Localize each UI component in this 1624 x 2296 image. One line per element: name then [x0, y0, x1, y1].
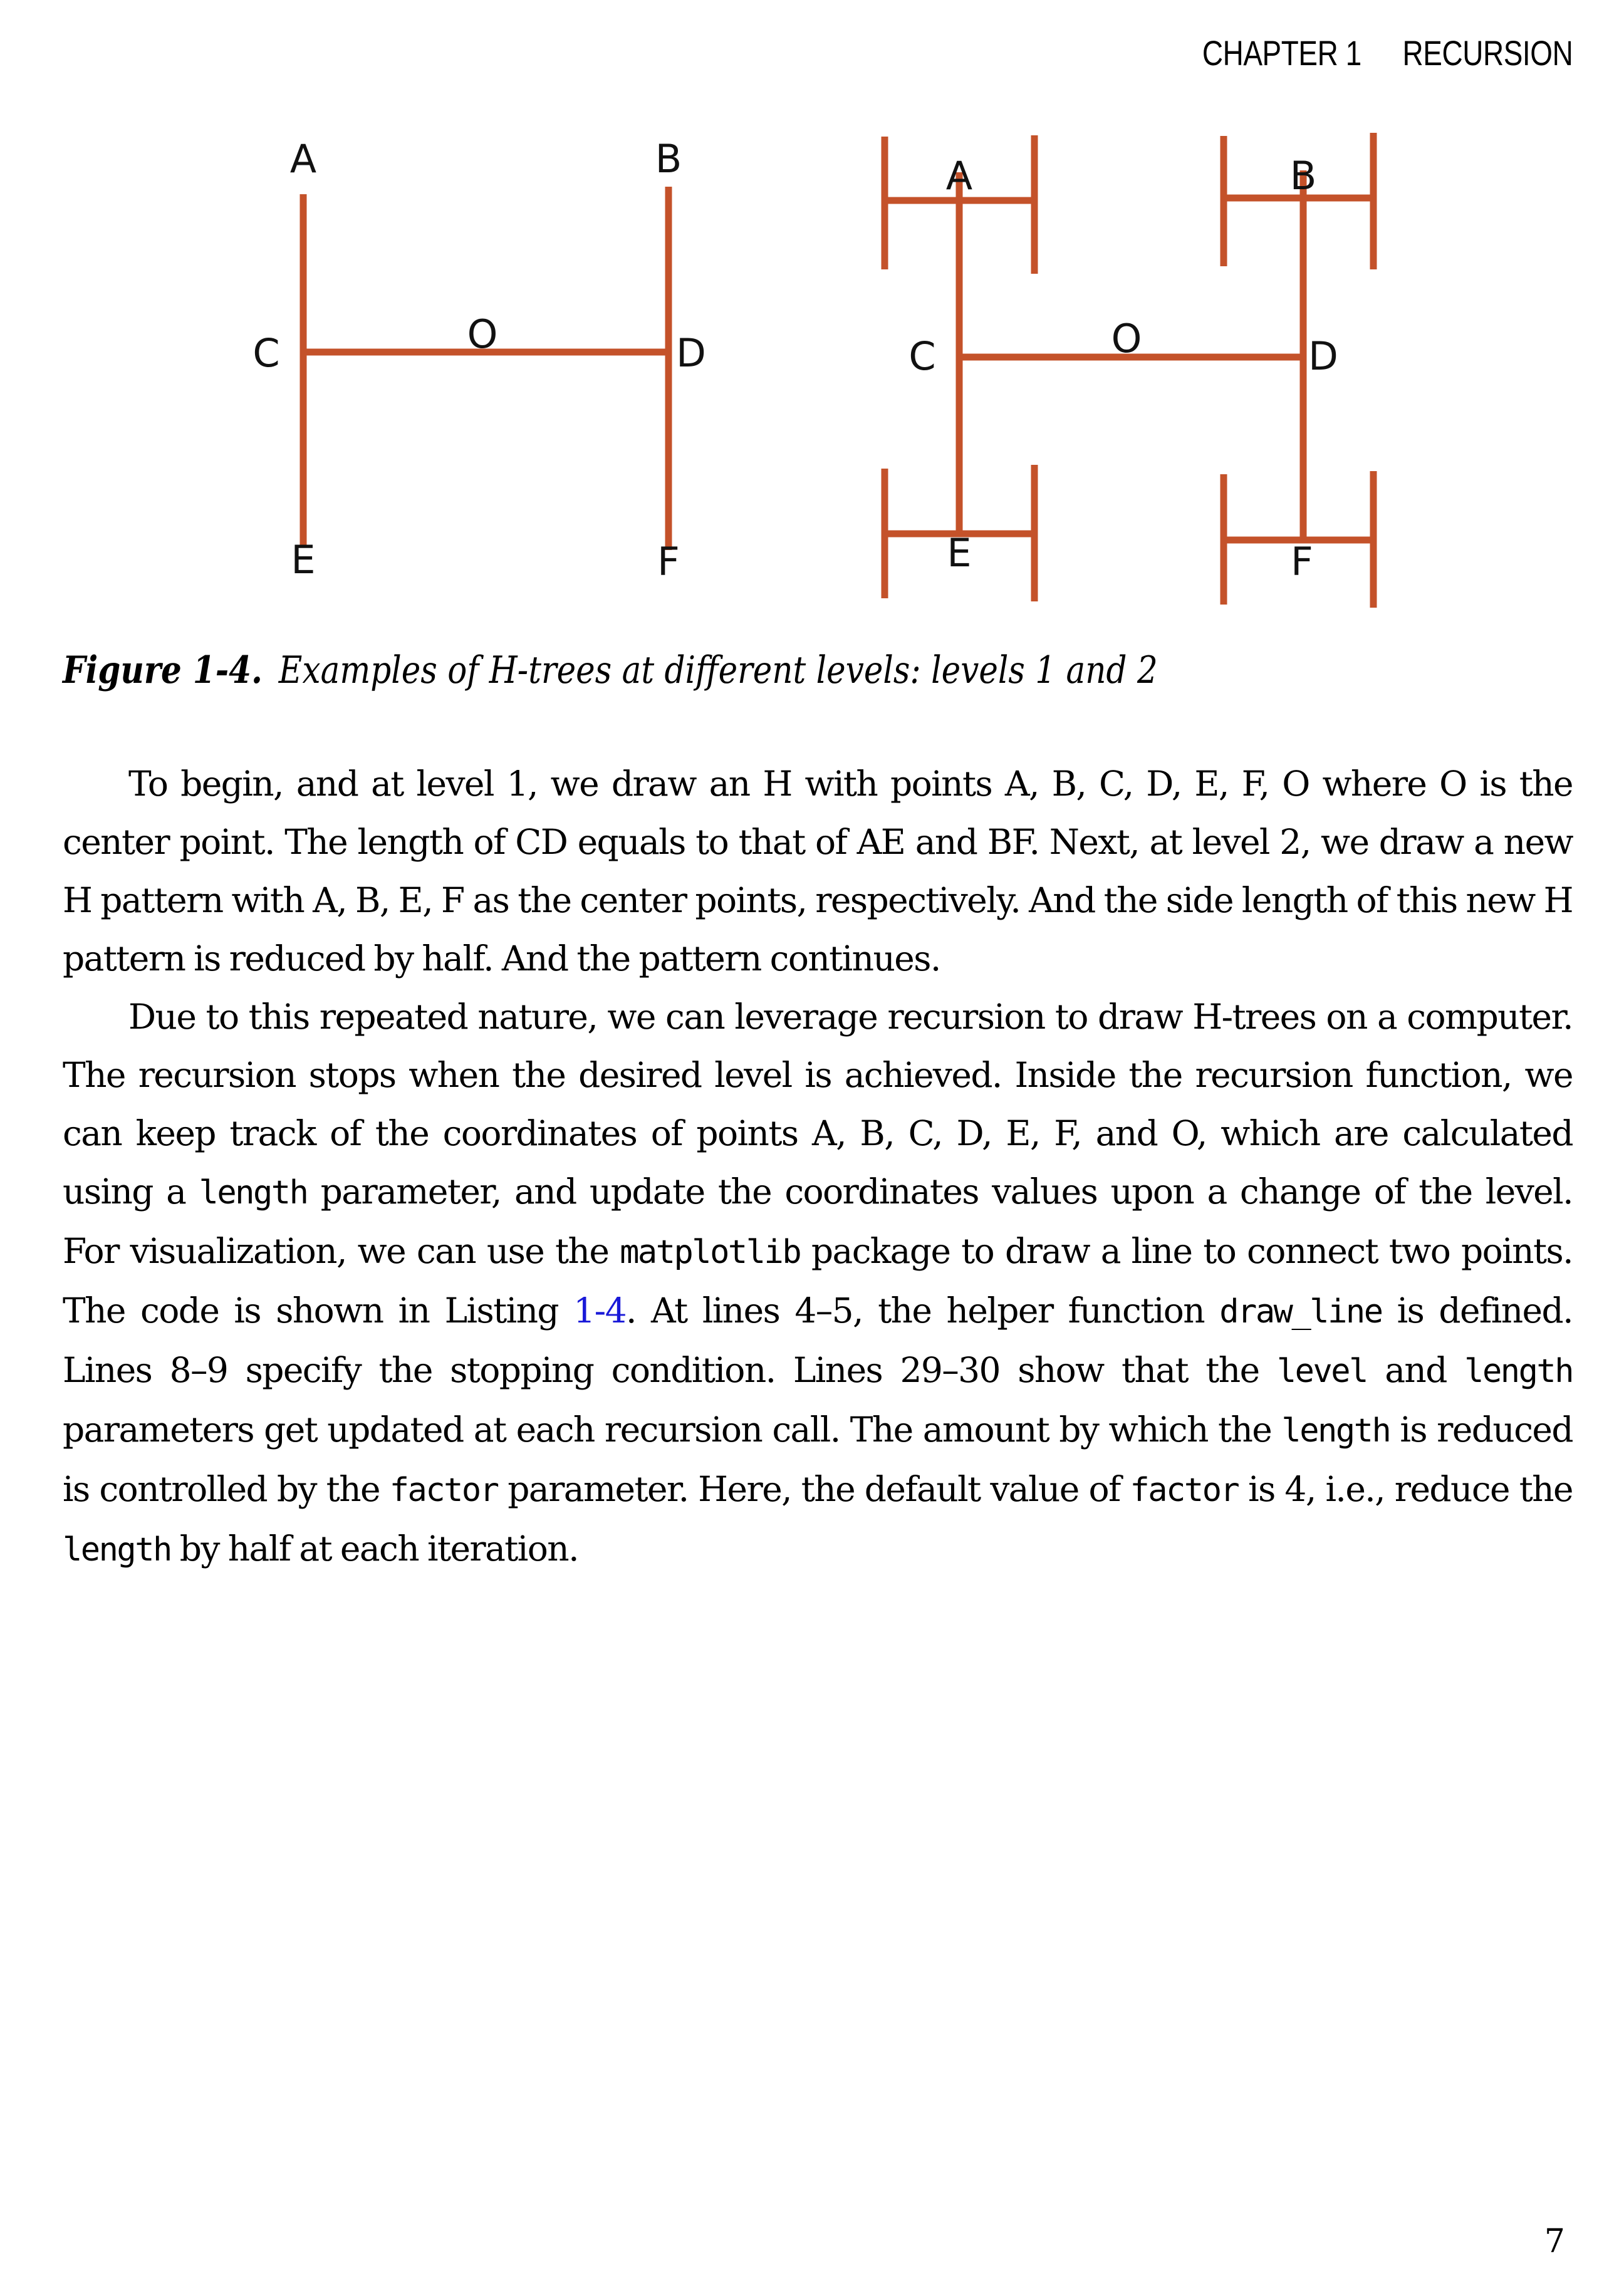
- running-head-title: RECURSION: [1402, 33, 1573, 73]
- point-label-o: O: [467, 311, 498, 357]
- text-run: by half at each iteration.: [170, 1529, 578, 1569]
- listing-link[interactable]: 1-4: [573, 1291, 626, 1331]
- figure-h-trees: [0, 0, 1624, 626]
- h-tree-level-2: [885, 133, 1373, 608]
- point-label-f: F: [1291, 539, 1313, 584]
- paragraph: [63, 988, 1573, 1579]
- point-label-d: D: [1308, 333, 1338, 379]
- text-run: To begin, and at level 1, we draw an H with points A, B, C, D, E, F, O where O is the center point. The length of CD equals to that of AE and BF. Next, at level 2, we draw a new H pattern with A, B, E, F as the center points, respectively. And the side length of this new H pattern is reduced by half. And the pattern continues.: [63, 764, 1573, 979]
- inline-code: length: [63, 1531, 171, 1569]
- point-label-a: A: [289, 136, 317, 182]
- inline-code: draw_line: [1219, 1293, 1382, 1331]
- point-label-o: O: [1111, 316, 1142, 361]
- figure-caption-label: Figure 1-4.: [63, 648, 263, 692]
- paragraph: [63, 755, 1573, 988]
- figure-caption-text: Examples of H-trees at different levels: levels 1 and 2: [278, 648, 1158, 692]
- text-run: and: [1366, 1350, 1465, 1390]
- inline-code: length: [1464, 1353, 1573, 1390]
- point-label-c: C: [252, 330, 280, 376]
- inline-code: length: [1281, 1412, 1390, 1450]
- text-run: . At lines 4–5, the helper function: [625, 1291, 1220, 1331]
- inline-code: matplotlib: [620, 1234, 801, 1271]
- text-run: is defined. Lines 8–9 specify the stopping condition. Lines 29–30 show that the: [63, 1291, 1573, 1390]
- text-run: parameter. Here, the default value of: [497, 1469, 1130, 1509]
- inline-code: level: [1276, 1353, 1367, 1390]
- point-label-e: E: [947, 530, 972, 576]
- inline-code: length: [199, 1174, 308, 1212]
- text-run: is reduced is controlled by the: [63, 1410, 1573, 1509]
- point-label-b: B: [1289, 153, 1317, 199]
- text-run: parameters get updated at each recursion call. The amount by which the: [63, 1410, 1282, 1450]
- h-tree-level-1: [252, 136, 706, 584]
- h-tree-diagram: [0, 0, 1624, 626]
- text-run: Due to this repeated nature, we can leverage recursion to draw H-trees on a computer. The recursion stops when the desired level is achieved. Inside the recursion function, we can keep track of the coordinates of points A, B, C, D, E, F, and O, which are calculated using a: [63, 997, 1573, 1212]
- point-label-b: B: [655, 136, 682, 182]
- body-text: [63, 755, 1573, 1579]
- inline-code: factor: [389, 1472, 498, 1509]
- point-label-d: D: [676, 330, 706, 376]
- text-run: is 4, i.e., reduce the: [1238, 1469, 1573, 1509]
- running-head-chapter: CHAPTER 1: [1202, 33, 1361, 73]
- text-run: package to draw a line to connect two points. The code is shown in Listing: [63, 1231, 1573, 1331]
- point-label-e: E: [291, 537, 316, 583]
- inline-code: factor: [1130, 1472, 1239, 1509]
- text-run: parameter, and update the coordinates values upon a change of the level. For visualization, we can use the: [63, 1171, 1573, 1271]
- figure-caption: [63, 648, 1356, 692]
- point-label-c: C: [908, 333, 936, 379]
- page-number: 7: [1544, 2223, 1565, 2260]
- point-label-f: F: [657, 539, 680, 584]
- point-label-a: A: [945, 153, 973, 199]
